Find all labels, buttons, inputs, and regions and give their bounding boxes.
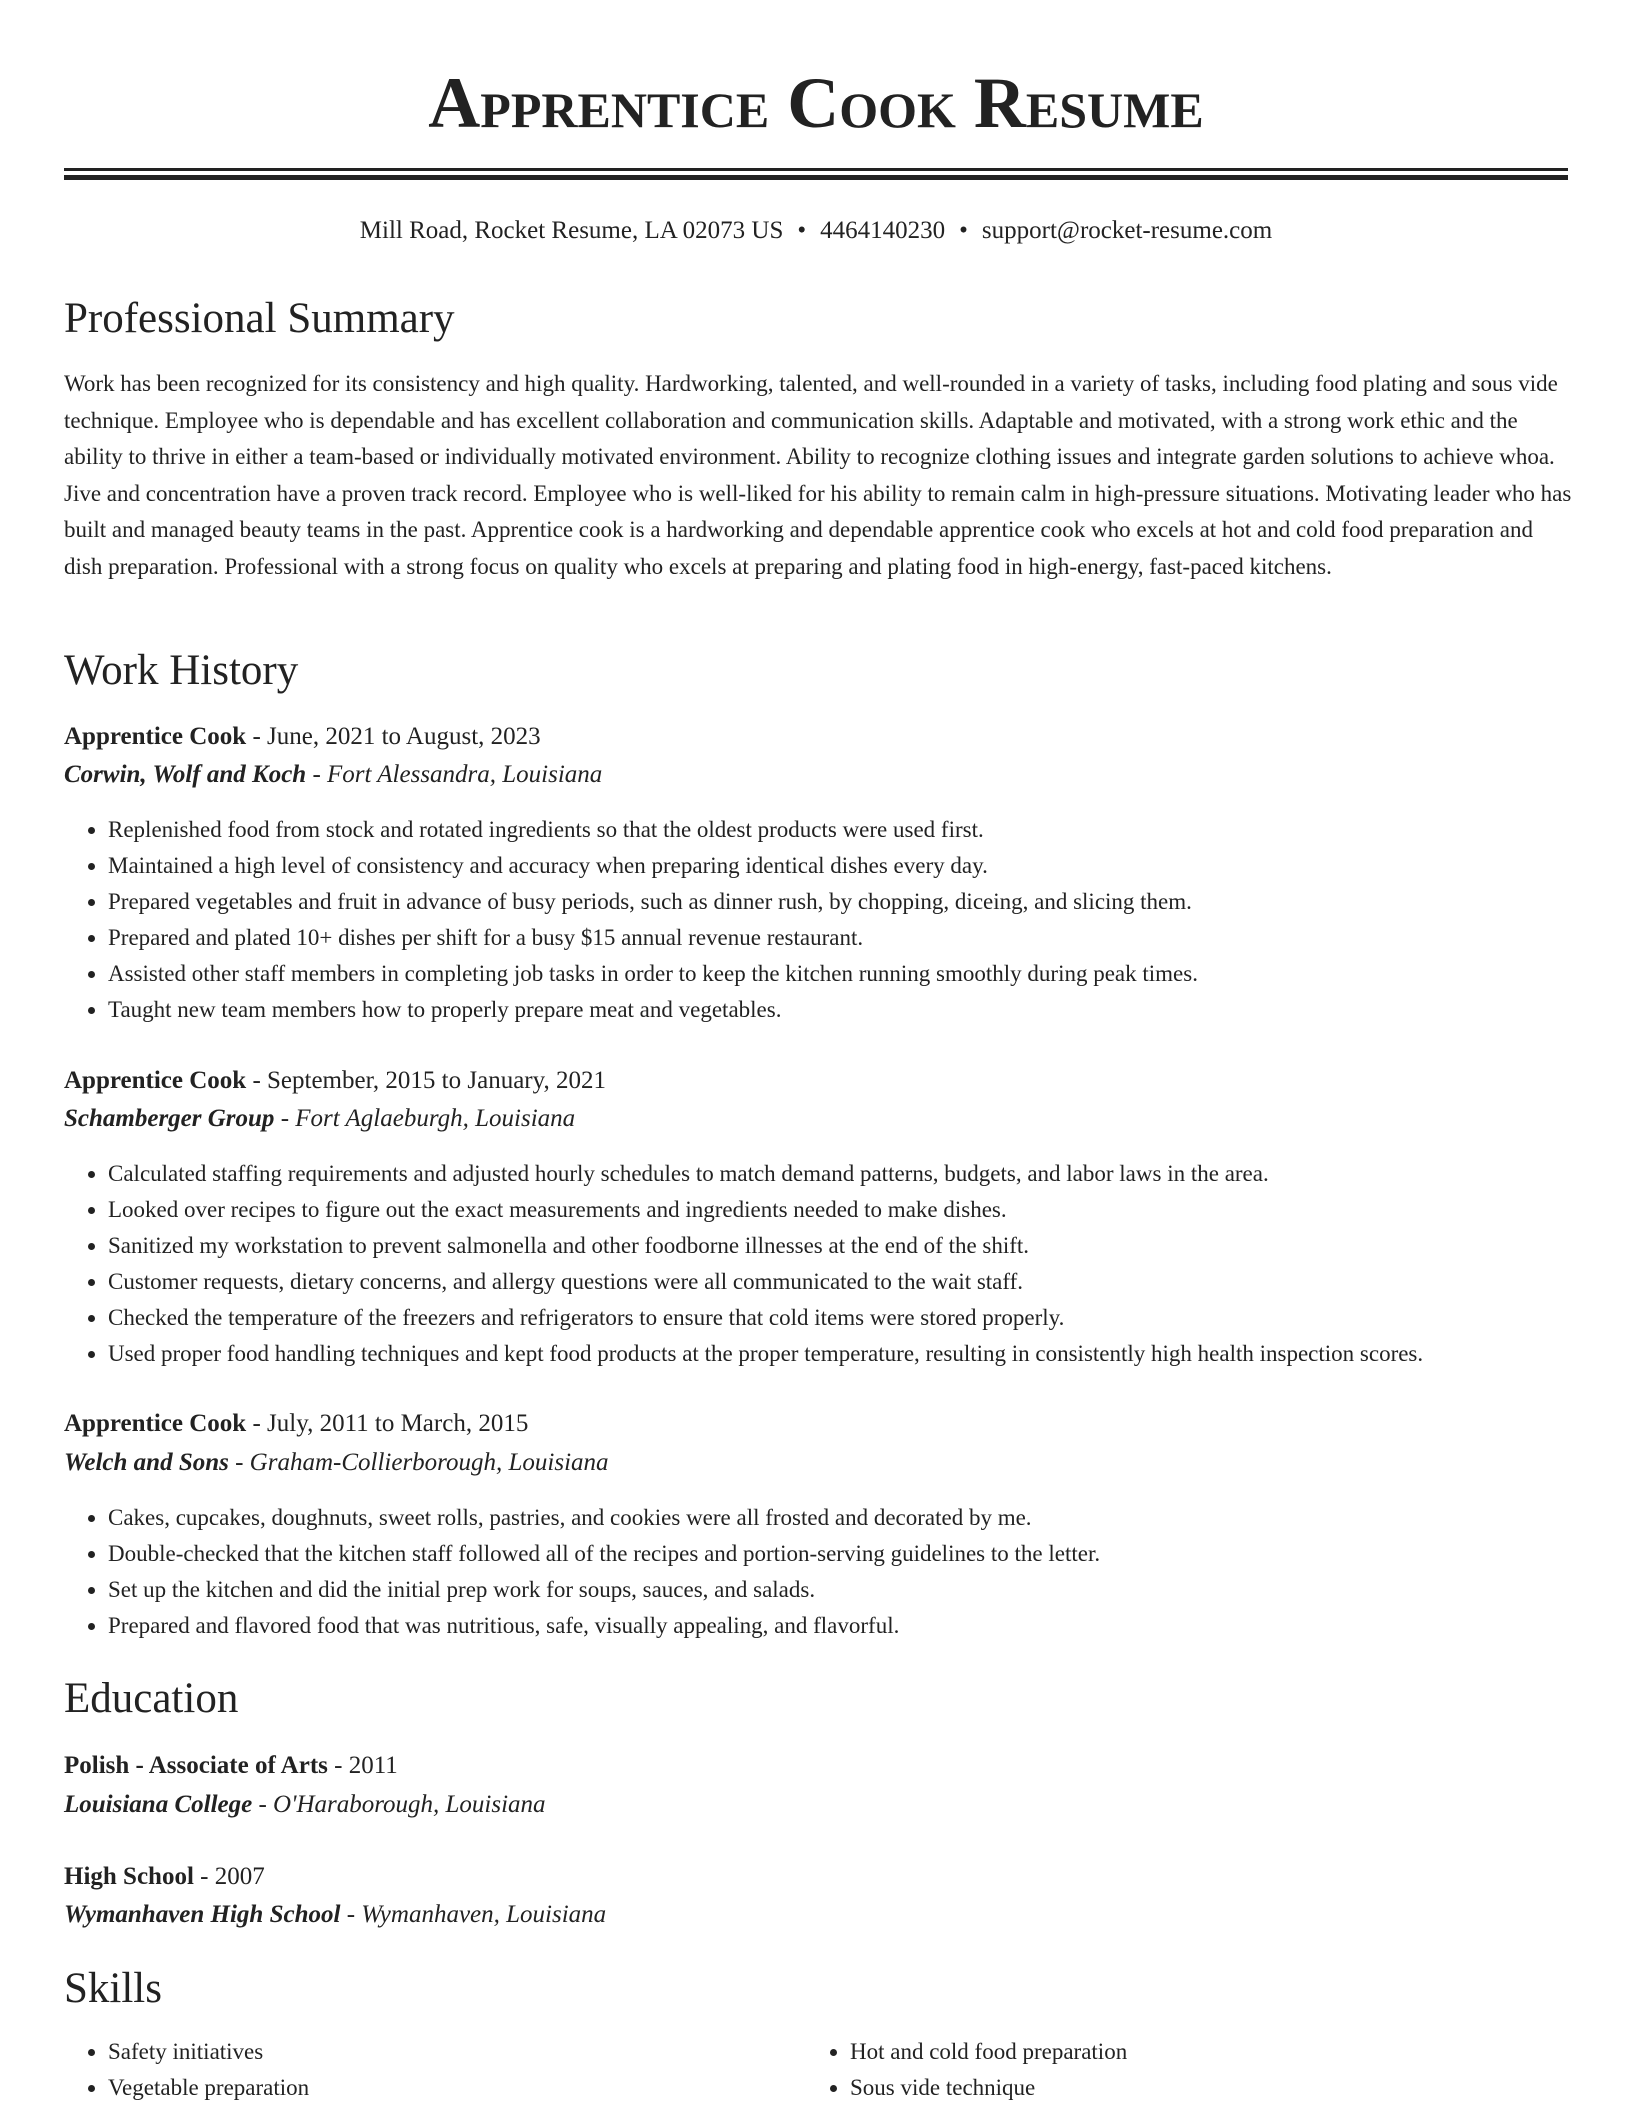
job-2-location: - Fort Aglaeburgh, Louisiana [274, 1105, 576, 1132]
summary-text: Work has been recognized for its consistency and high quality. Hardworking, talented, and well-rounded in a variety of tasks, including food plating and sous vide technique. Employee who is dependable and has excellent collaboration and communication skills. Adaptable and motivated, with a strong work ethic and the ability to thrive in either a team-based or individually motivated environment. Ability to recognize clothing issues and integrate garden solutions to achieve whoa. Jive and concentration have a proven track record. Employee who is well-liked for his ability to remain calm in high-pressure situations. Motivating leader who has built and managed beauty teams in the past. Apprentice cook is a hardworking and dependable apprentice cook who excels at hot and cold food preparation and dish preparation. Professional with a strong focus on quality who excels at preparing and plating food in high-energy, fast-paced kitchens. [64, 371, 1572, 579]
skills-list-right [806, 2034, 1490, 2106]
job-3-company: Welch and Sons [64, 1449, 229, 1476]
job-1-employer [64, 758, 602, 792]
education-1-year: - 2011 [327, 1752, 398, 1779]
job-3-bullet-list [64, 1500, 1608, 1644]
education-1-degree: Polish - Associate of Arts [64, 1752, 328, 1779]
education-2-institution [64, 1898, 606, 1932]
title-divider-thin [64, 168, 1568, 171]
job-2-company: Schamberger Group [64, 1105, 275, 1132]
list-item: • Looked over recipes to figure out the exact measurements and ingredients needed to make dishes. [108, 1192, 1608, 1228]
resume-title: Apprentice Cook Resume [428, 63, 1204, 143]
list-item: • Checked the temperature of the freezers and refrigerators to ensure that cold items were stored properly. [108, 1300, 1608, 1336]
list-item: • Customer requests, dietary concerns, and allergy questions were all communicated to the wait staff. [108, 1264, 1608, 1300]
job-3-header [64, 1407, 528, 1441]
list-item: • Used proper food handling techniques and kept food products at the proper temperature, resulting in consistently high health inspection scores. [108, 1336, 1608, 1372]
job-2-header [64, 1064, 606, 1098]
list-item: • Prepared vegetables and fruit in advance of busy periods, such as dinner rush, by chopping, diceing, and slicing them. [108, 884, 1608, 920]
list-item: • Prepared and plated 10+ dishes per shift for a busy $15 annual revenue restaurant. [108, 920, 1608, 956]
job-1-dates: - June, 2021 to August, 2023 [246, 723, 541, 750]
list-item: • Replenished food from stock and rotated ingredients so that the oldest products were used first. [108, 812, 1608, 848]
education-1-institution [64, 1788, 546, 1822]
job-1-header [64, 720, 541, 754]
list-item: • Maintained a high level of consistency and accuracy when preparing identical dishes every day. [108, 848, 1608, 884]
job-1-role: Apprentice Cook [64, 723, 247, 750]
education-1-header [64, 1749, 398, 1783]
list-item: • Sanitized my workstation to prevent salmonella and other foodborne illnesses at the end of the shift. [108, 1228, 1608, 1264]
job-3-dates: - July, 2011 to March, 2015 [246, 1410, 529, 1437]
job-1-company: Corwin, Wolf and Koch [64, 761, 307, 788]
section-title-summary: Professional Summary [64, 295, 455, 342]
job-2-bullet-list [64, 1156, 1608, 1372]
section-title-work-history: Work History [64, 647, 299, 694]
job-2-role: Apprentice Cook [64, 1067, 247, 1094]
list-item: • Taught new team members how to properly prepare meat and vegetables. [108, 992, 1608, 1028]
skill-item: • Hot and cold food preparation [850, 2034, 1490, 2070]
list-item: • Prepared and flavored food that was nutritious, safe, visually appealing, and flavorful. [108, 1608, 1608, 1644]
section-title-education: Education [64, 1675, 239, 1722]
education-2-location: - Wymanhaven, Louisiana [340, 1901, 607, 1928]
education-2-school: Wymanhaven High School [64, 1901, 341, 1928]
education-1-school: Louisiana College [64, 1791, 253, 1818]
job-3-role: Apprentice Cook [64, 1410, 247, 1437]
skill-item: • Safety initiatives [108, 2034, 748, 2070]
contact-phone: 4464140230 [820, 217, 946, 244]
contact-line [0, 214, 1632, 248]
job-3-location: - Graham-Collierborough, Louisiana [228, 1449, 609, 1476]
job-3-employer [64, 1446, 609, 1480]
contact-separator: • [959, 217, 968, 244]
skill-item: • Vegetable preparation [108, 2070, 748, 2106]
contact-separator: • [797, 217, 807, 244]
contact-email: support@rocket-resume.com [981, 217, 1273, 244]
job-1-bullet-list [64, 812, 1608, 1028]
contact-address: Mill Road, Rocket Resume, LA 02073 US [359, 217, 784, 244]
education-2-header [64, 1860, 265, 1894]
list-item: • Calculated staffing requirements and adjusted hourly schedules to match demand patterns, budgets, and labor laws in the area. [108, 1156, 1608, 1192]
job-2-dates: - September, 2015 to January, 2021 [246, 1067, 606, 1094]
education-2-degree: High School [64, 1863, 194, 1890]
list-item: • Double-checked that the kitchen staff followed all of the recipes and portion-serving guidelines to the letter. [108, 1536, 1608, 1572]
job-1-location: - Fort Alessandra, Louisiana [306, 761, 603, 788]
list-item: • Cakes, cupcakes, doughnuts, sweet rolls, pastries, and cookies were all frosted and decorated by me. [108, 1500, 1608, 1536]
job-2-employer [64, 1102, 575, 1136]
skills-list-left [64, 2034, 748, 2106]
section-title-skills: Skills [64, 1965, 162, 2012]
education-1-location: - O'Haraborough, Louisiana [252, 1791, 546, 1818]
list-item: • Assisted other staff members in completing job tasks in order to keep the kitchen running smoothly during peak times. [108, 956, 1608, 992]
education-2-year: - 2007 [193, 1863, 265, 1890]
title-divider-thick [64, 175, 1568, 180]
list-item: • Set up the kitchen and did the initial prep work for soups, sauces, and salads. [108, 1572, 1608, 1608]
skill-item: • Sous vide technique [850, 2070, 1490, 2106]
